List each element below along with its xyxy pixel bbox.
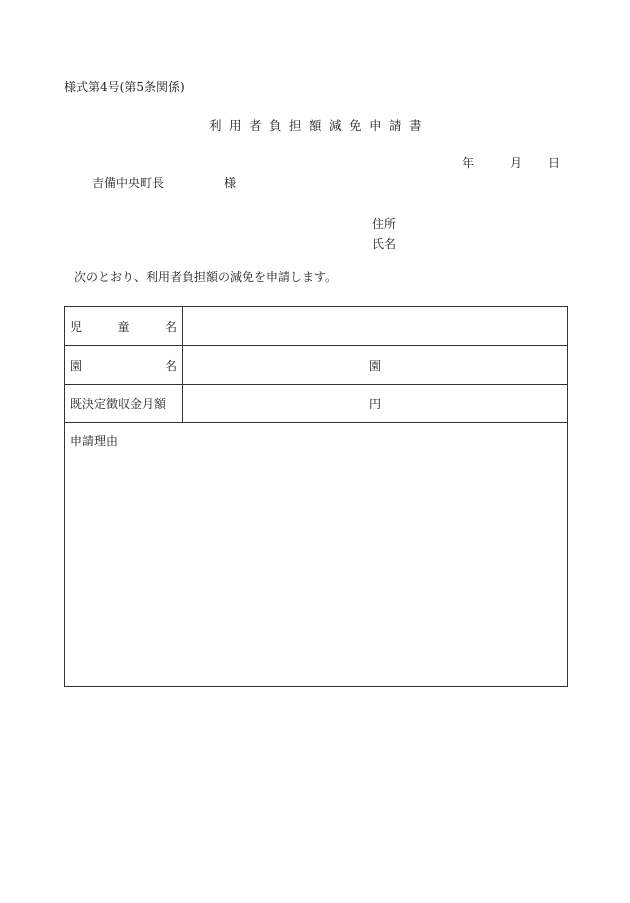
monthly-fee-label [65, 385, 183, 422]
addressee-name: 吉備中央町長 [92, 176, 165, 190]
child-name-label [65, 307, 183, 345]
application-table [64, 306, 568, 687]
label-char: 名 [164, 358, 177, 373]
document-title: 利用者負担額減免申請書 [208, 118, 429, 133]
nursery-name-field[interactable]: 園 [368, 358, 381, 373]
application-reason-area[interactable] [65, 423, 567, 686]
label-char: 童 [117, 319, 130, 334]
monthly-fee-field[interactable]: 円 [368, 397, 381, 411]
addressee-honorific: 様 [224, 176, 237, 190]
applicant-address-label: 住所 [372, 217, 397, 231]
table-row-child-name [65, 307, 567, 346]
child-name-field[interactable] [183, 307, 567, 345]
applicant-block [372, 214, 396, 254]
label-char: 名 [164, 319, 177, 334]
form-number: 様式第4号(第5条関係) [64, 80, 185, 94]
date-month-label: 月 [510, 156, 523, 170]
addressee [92, 177, 236, 189]
date-line [462, 157, 560, 169]
date-day-label: 日 [548, 156, 561, 170]
statement: 次のとおり、利用者負担額の減免を申請します。 [74, 270, 338, 284]
table-row-nursery [65, 346, 567, 385]
label-char: 児 [70, 319, 83, 334]
nursery-name-label [65, 346, 183, 384]
applicant-name-label: 氏名 [372, 237, 397, 251]
date-year-label: 年 [462, 156, 475, 170]
label-char: 園 [70, 358, 83, 373]
table-row-amount [65, 385, 567, 423]
monthly-fee-label-text: 既決定徴収金月額 [70, 397, 167, 411]
application-reason-label: 申請理由 [70, 434, 119, 448]
